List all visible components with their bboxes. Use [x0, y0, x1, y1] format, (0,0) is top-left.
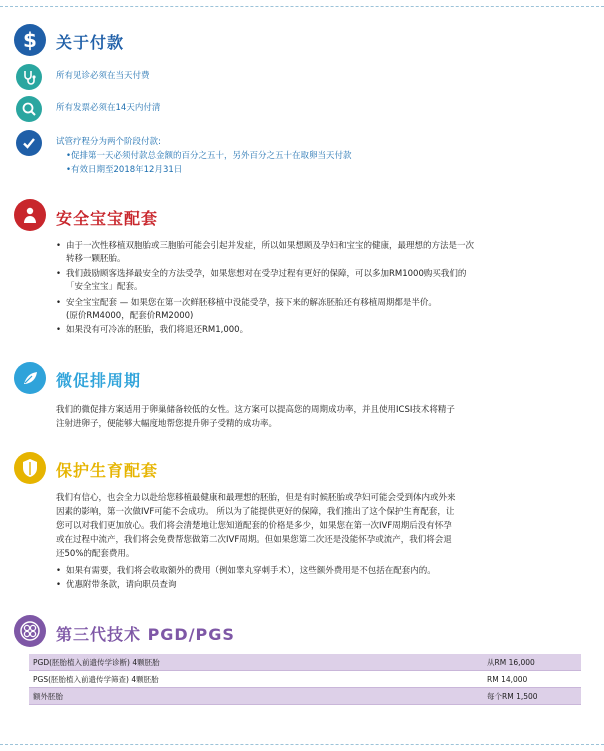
- fertility-bullet: • 如果有需要，我们将会收取额外的费用（例如睾丸穿刺手术），这些额外费用是不包括在配套内的。: [56, 566, 436, 576]
- pgd-price-table: [29, 654, 581, 705]
- table-row: [29, 671, 581, 688]
- safe-baby-bullet: • 如果没有可冷冻的胚胎，我们将退还RM1,000。: [56, 325, 249, 335]
- shield-icon: [14, 452, 46, 484]
- leaf-icon: [14, 362, 46, 394]
- bottom-divider: [0, 744, 604, 745]
- table-row: [29, 688, 581, 705]
- row-name: 额外胚胎: [33, 691, 63, 701]
- mild-text: 我们的微促排方案适用于卵巢储备较低的女性。这方案可以提高您的周期成功率，并且使用ICSI技术将精子: [56, 405, 455, 415]
- safe-baby-bullet: • 安全宝宝配套 — 如果您在第一次鲜胚移植中没能受孕，接下来的解冻胚胎还有移植周期都是半价。: [56, 298, 437, 308]
- safe-baby-bullet: • 由于一次性移植双胞胎或三胞胎可能会引起并发症，所以如果想顾及孕妇和宝宝的健康，最理想的方法是一次: [56, 241, 475, 251]
- fertility-text: 或在过程中流产，我们将会免费帮您做第二次IVF周期。但如果您第二次还是没能怀孕或流产，我们将会退: [56, 535, 452, 545]
- fertility-text: 还50%的配套费用。: [56, 549, 135, 559]
- payment-item-invoice: 所有发票必须在14天内付清: [56, 103, 161, 113]
- checkmark-icon: [16, 130, 42, 156]
- safe-baby-bullet: • 我们鼓励顾客选择最安全的方法受孕，如果您想对在受孕过程有更好的保障，可以多加RM1000购买我们的: [56, 269, 467, 279]
- ivf-bullet: •有效日期至2018年12月31日: [66, 165, 183, 175]
- safe-baby-title: 安全宝宝配套: [56, 209, 159, 228]
- magnifier-icon: [16, 96, 42, 122]
- fertility-title: 保护生育配套: [56, 461, 159, 480]
- row-name: PGS(胚胎植入前遗传学筛查) 4颗胚胎: [33, 674, 159, 684]
- ivf-intro: 试管疗程分为两个阶段付款:: [56, 137, 161, 147]
- fertility-text: 因素的影响，第一次做IVF可能不会成功。 所以为了能提供更好的保障，我们推出了这个保护生育配套，让: [56, 507, 455, 517]
- pgd-title: 第三代技术 PGD/PGS: [56, 625, 235, 644]
- fertility-bullet: • 优惠附带条款，请向职员查询: [56, 580, 177, 590]
- dollar-icon: $: [14, 24, 46, 56]
- cell-icon: [14, 615, 46, 647]
- row-price: 每个RM 1,500: [487, 691, 538, 701]
- fertility-text: 我们有信心，也会全力以赴给您移植最健康和最理想的胚胎，但是有时候胚胎或孕妇可能会受到体内或外来: [56, 493, 456, 503]
- ivf-bullet: •促排第一天必须付款总金额的百分之五十，另外百分之五十在取卵当天付款: [66, 151, 352, 161]
- mild-title: 微促排周期: [56, 371, 142, 390]
- safe-baby-bullet-cont: (原价RM4000，配套价RM2000): [66, 311, 194, 321]
- table-row: [29, 654, 581, 671]
- baby-icon: [14, 199, 46, 231]
- safe-baby-bullet-cont: 「安全宝宝」配套。: [66, 282, 143, 292]
- mild-text: 注射进卵子，便能够大幅度地帮您提升卵子受精的成功率。: [56, 419, 278, 429]
- row-price: 从RM 16,000: [487, 657, 535, 667]
- row-price: RM 14,000: [487, 674, 528, 684]
- row-name: PGD(胚胎植入前遗传学诊断) 4颗胚胎: [33, 657, 160, 667]
- payment-title: 关于付款: [56, 33, 125, 52]
- top-divider: [0, 6, 604, 7]
- payment-item-visit: 所有见诊必须在当天付费: [56, 71, 150, 81]
- stethoscope-icon: [16, 64, 42, 90]
- safe-baby-bullet-cont: 转移一颗胚胎。: [66, 254, 126, 264]
- fertility-text: 您可以对我们更加放心。我们将会清楚地让您知道配套的价格是多少，如果您在第一次IVF周期后没有怀孕: [56, 521, 452, 531]
